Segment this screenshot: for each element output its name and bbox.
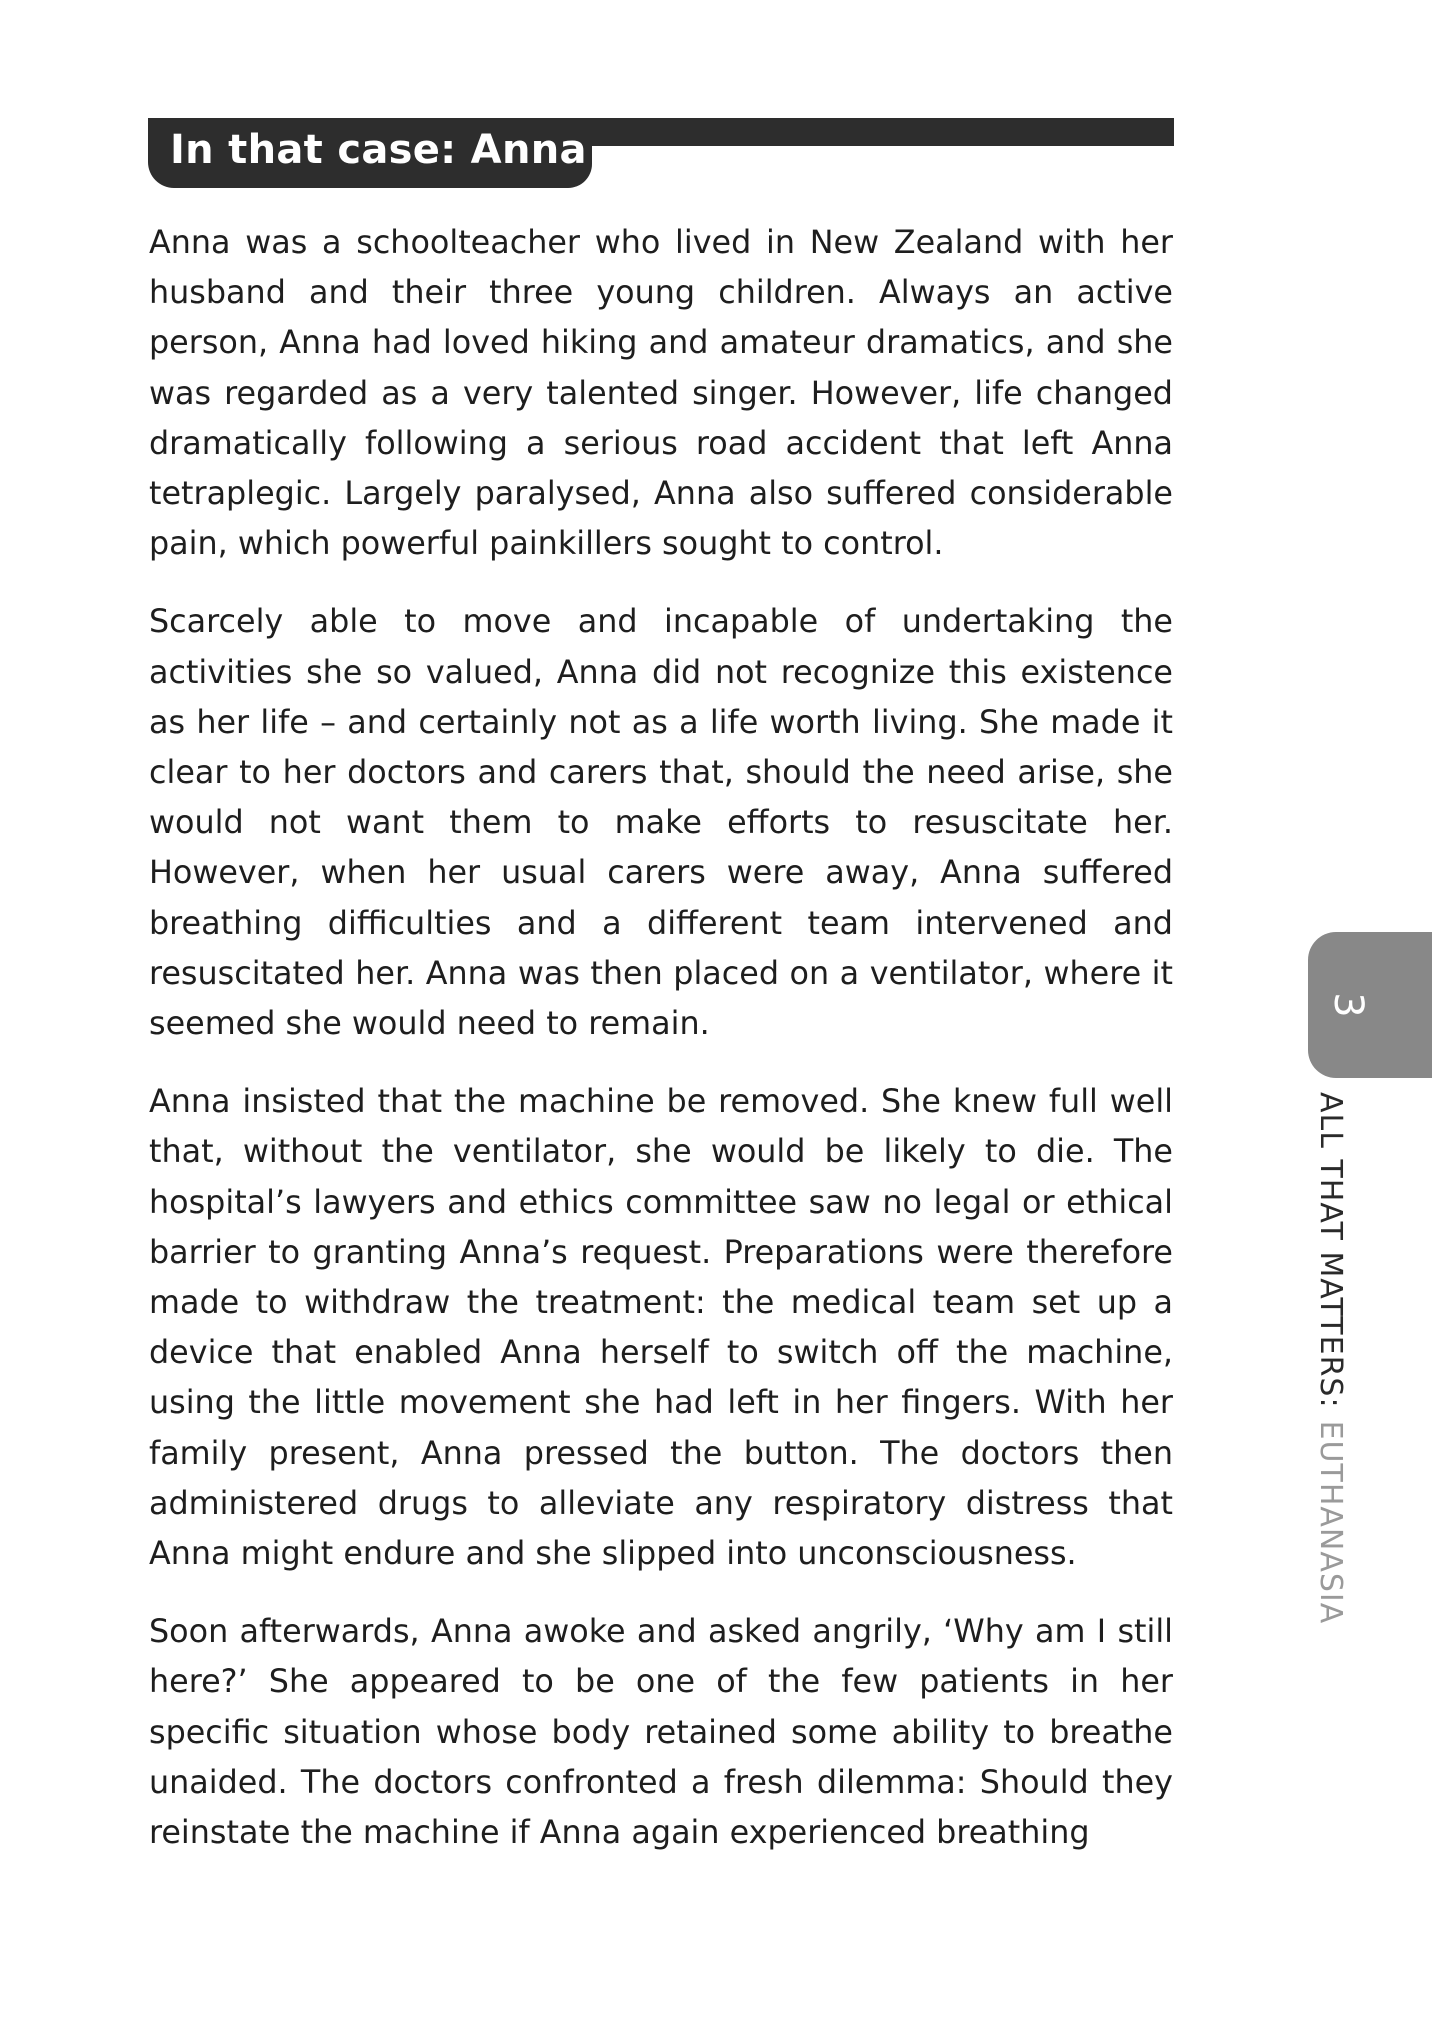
running-head: [1313, 1092, 1348, 1624]
paragraph-3: Anna insisted that the machine be removed. She knew full well that, without the ventilator, she would be likely to die. The hospital’s lawyers and ethics committee saw no legal or ethical barrier to granting Anna’s request. Preparations were therefore made to withdraw the treatment: the medical team set up a device that enabled Anna herself to switch off the machine, using the little movement she had left in her fingers. With her family present, Anna pressed the button. The doctors then administered drugs to alleviate any respiratory distress that Anna might endure and she slipped into unconsciousness.: [149, 1083, 1173, 1573]
case-study-header: [148, 118, 1174, 188]
case-study-title: In that case: Anna: [170, 127, 587, 173]
series-title: ALL THAT MATTERS:: [1313, 1092, 1348, 1409]
paragraph-4: Soon afterwards, Anna awoke and asked angrily, ‘Why am I still here?’ She appeared to be one of the few patients in her specific situation whose body retained some ability to breathe unaided. The doctors confronted a fresh dilemma: Should they reinstate the machine if Anna again experienced breathing: [149, 1613, 1173, 1852]
book-title: EUTHANASIA: [1313, 1420, 1348, 1625]
header-tab: [148, 118, 592, 188]
chapter-number: 3: [1325, 992, 1371, 1018]
chapter-tab: [1308, 932, 1432, 1078]
body-text: [149, 218, 1173, 1886]
paragraph-2: Scarcely able to move and incapable of undertaking the activities she so valued, Anna did not recognize this existence as her life – and certainly not as a life worth living. She made it clear to her doctors and carers that, should the need arise, she would not want them to make efforts to resuscitate her. However, when her usual carers were away, Anna suffered breathing difficulties and a different team intervened and resuscitated her. Anna was then placed on a ventilator, where it seemed she would need to remain.: [149, 603, 1173, 1043]
paragraph-1: Anna was a schoolteacher who lived in New Zealand with her husband and their three young children. Always an active person, Anna had loved hiking and amateur dramatics, and she was regarded as a very talented singer. However, life changed dramatically following a serious road accident that left Anna tetraplegic. Largely paralysed, Anna also suffered considerable pain, which powerful painkillers sought to control.: [149, 224, 1173, 563]
